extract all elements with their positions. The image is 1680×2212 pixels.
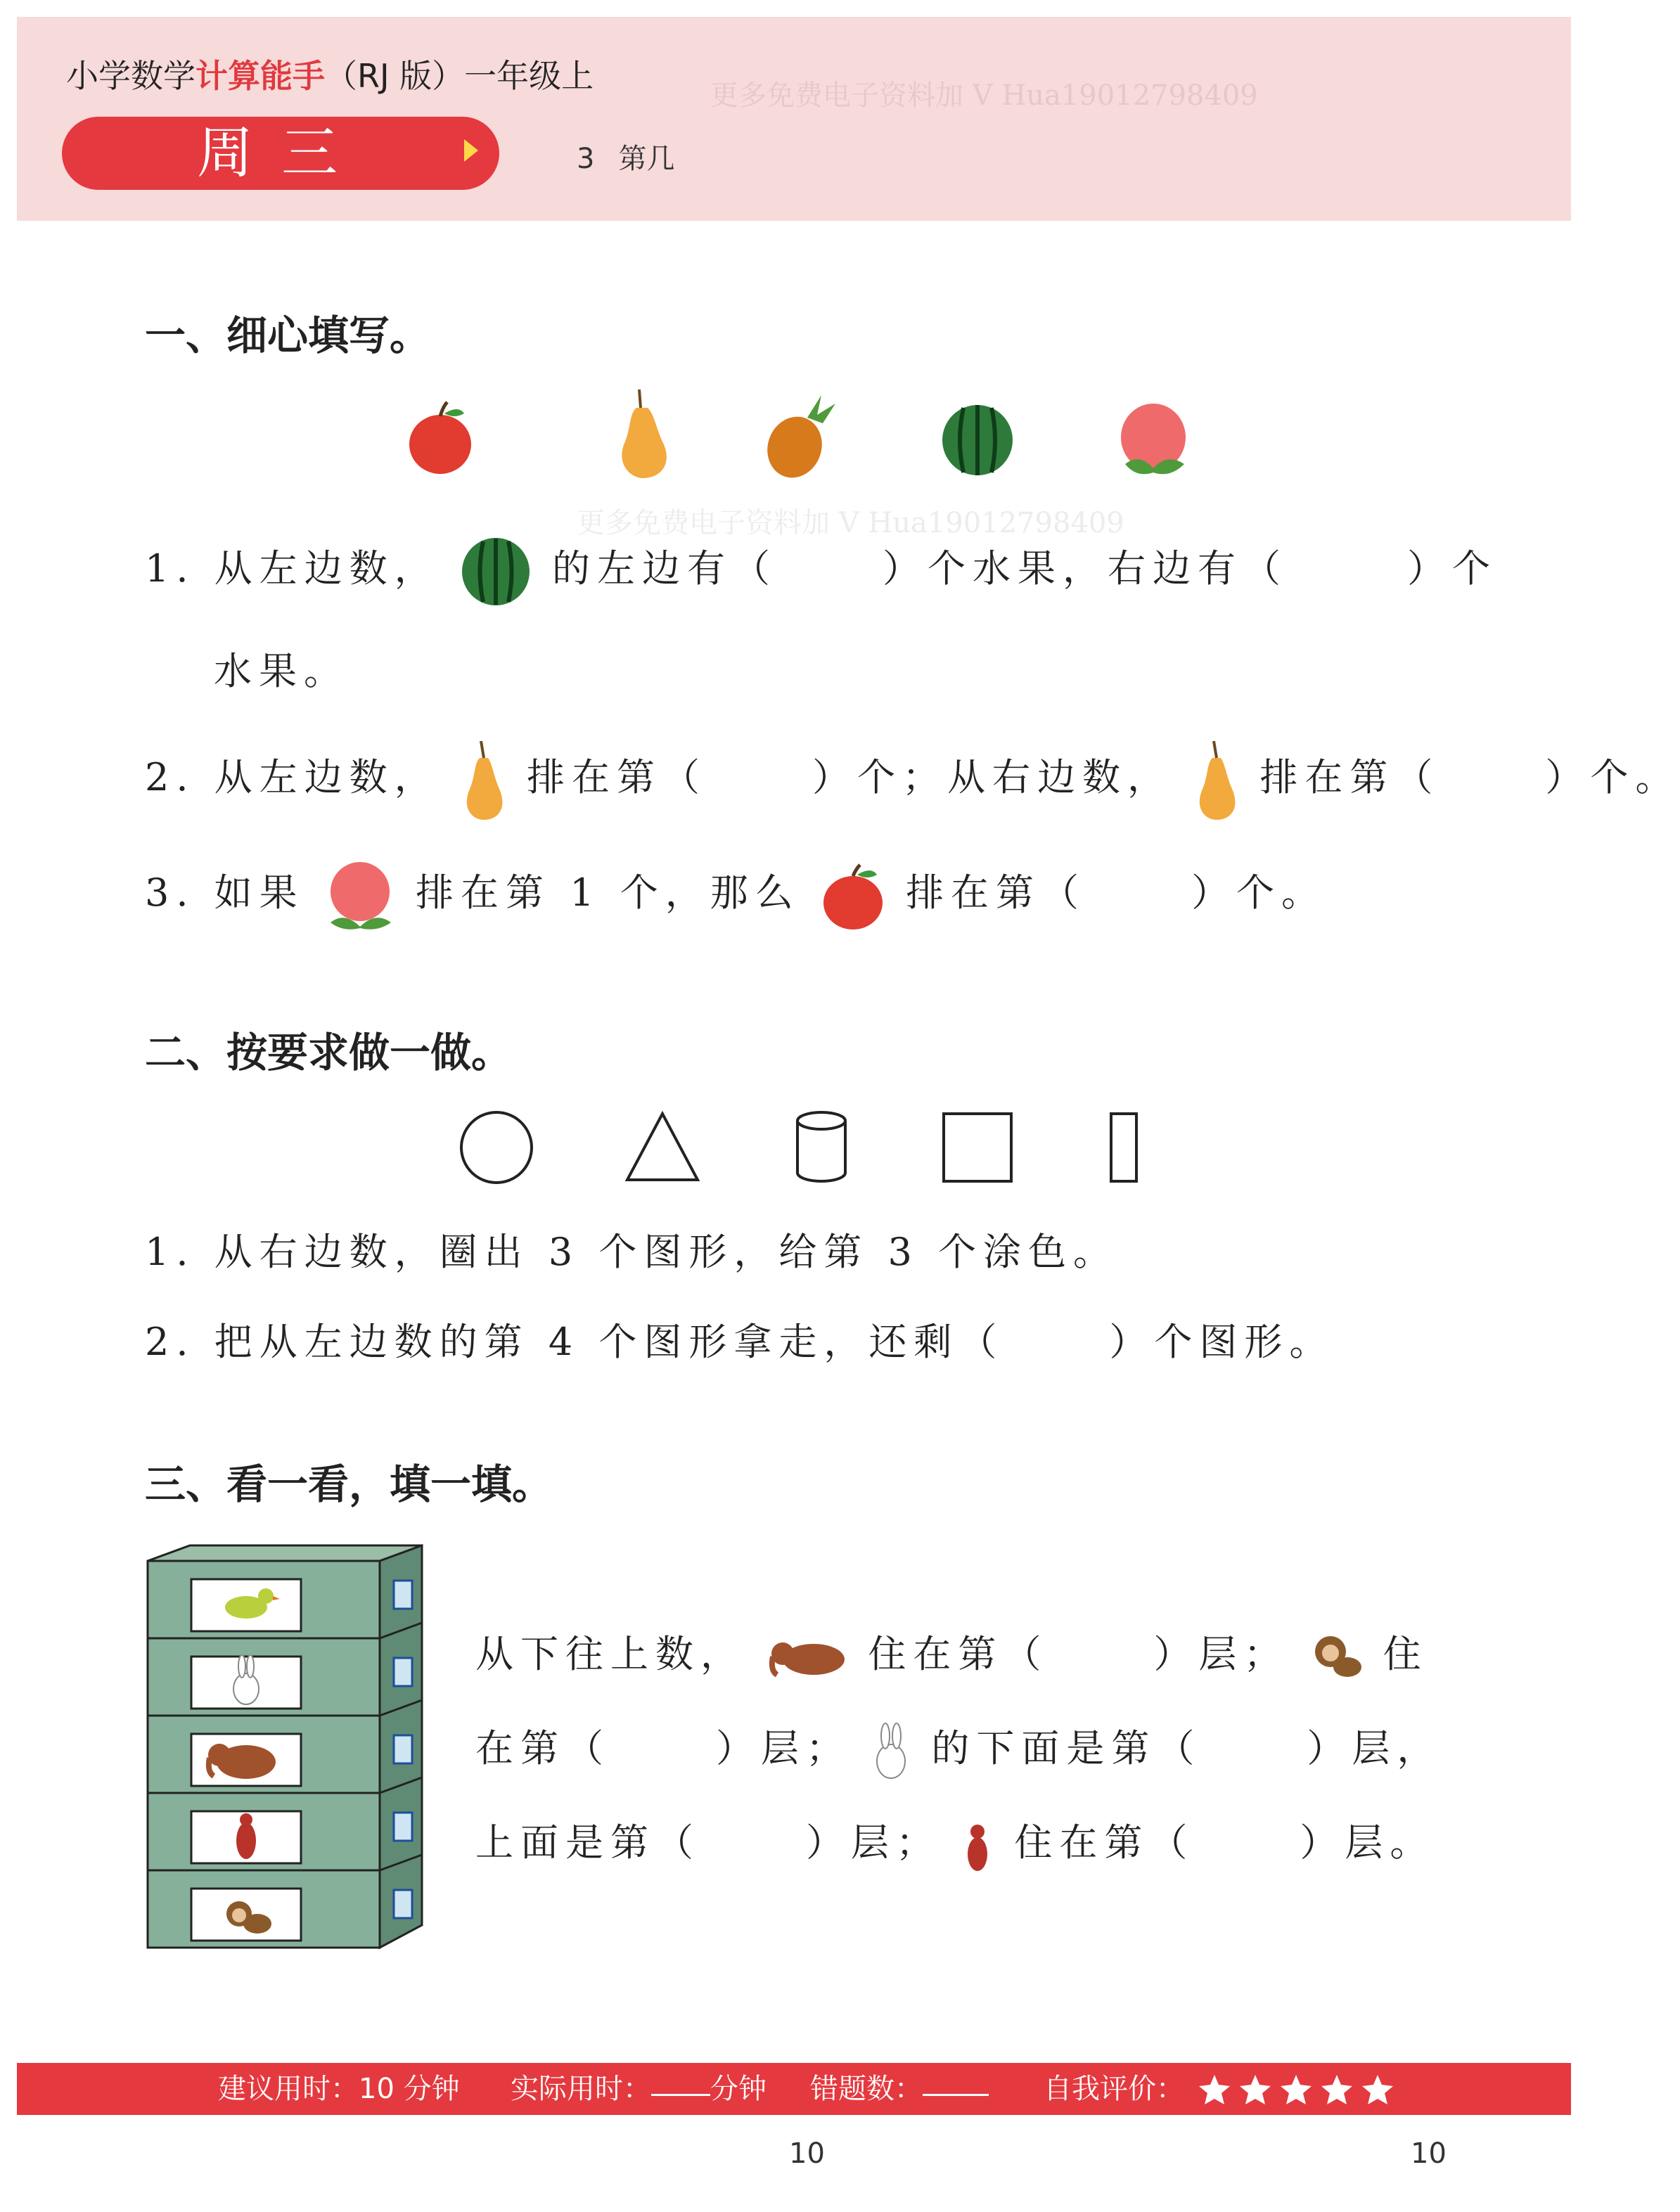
flower-star-icon[interactable] [1362, 2075, 1393, 2104]
actual-time-blank[interactable] [651, 2063, 710, 2096]
q3-text-c: 排在第（ [906, 870, 1086, 915]
lesson-name: 第几 [618, 143, 675, 175]
q1-text-d: ）个 [1407, 546, 1498, 591]
question-1-2 [145, 738, 1680, 823]
q2-text-d: 排在第（ [1259, 755, 1440, 799]
watermelon-icon [942, 405, 1013, 475]
peach-icon [323, 859, 397, 932]
q3-l3-d: ）层。 [1300, 1820, 1435, 1865]
actual-time-unit: 分钟 [710, 2073, 767, 2105]
circle-shape [461, 1112, 532, 1183]
question-3-line-3 [475, 1813, 1435, 1874]
q3-l2-b: ）层； [716, 1726, 851, 1770]
actual-time-label: 实际用时： [511, 2073, 651, 2105]
question-3-line-2 [475, 1718, 1442, 1781]
q2-text-a: 2. 从左边数， [145, 755, 440, 799]
apple-icon [819, 861, 887, 931]
self-evaluation [1044, 2063, 1404, 2115]
q3-l1-a: 从下往上数， [475, 1632, 745, 1676]
q2-2-text-a: 2. 把从左边数的第 4 个图形拿走，还剩（ [145, 1320, 1004, 1364]
watermark: 更多免费电子资料加 V Hua19012798409 [710, 79, 1258, 112]
question-2-1: 1. 从右边数，圈出 3 个图形，给第 3 个涂色。 [145, 1230, 1119, 1274]
q2-text-e: ）个。 [1545, 755, 1680, 799]
watermelon-icon [459, 534, 533, 609]
shape-row [450, 1104, 1153, 1188]
lesson-title [577, 136, 674, 176]
rabbit-icon [870, 1722, 912, 1781]
q1-text-b: 的左边有（ [552, 546, 778, 591]
rectangle-shape [1111, 1114, 1136, 1181]
section-1-title: 一、细心填写。 [145, 311, 431, 359]
series-name: 小学数学 [66, 57, 195, 95]
section-3-title: 三、看一看，填一填。 [145, 1460, 553, 1508]
square-shape [944, 1114, 1011, 1181]
question-3-line-1 [475, 1624, 1428, 1685]
pear-icon [1191, 738, 1240, 823]
q1-text-c: ）个水果，右边有（ [883, 546, 1288, 591]
q3-l3-c: 住在第（ [1014, 1820, 1195, 1865]
pear-icon [459, 738, 508, 823]
q2-text-c: ）个；从右边数， [812, 755, 1173, 799]
question-1-1-cont: 水果。 [214, 649, 349, 693]
q2-2-text-b: ）个图形。 [1109, 1320, 1335, 1364]
day-label: 周三 [197, 120, 366, 186]
watermark-2: 更多免费电子资料加 V Hua19012798409 [577, 507, 1124, 539]
section-2-title: 二、按要求做一做。 [145, 1029, 513, 1076]
apple-icon [409, 402, 471, 474]
elephant-icon [764, 1633, 849, 1682]
pineapple-icon [759, 395, 835, 485]
question-2-2 [145, 1312, 1334, 1366]
q3-l1-c: ）层； [1153, 1632, 1289, 1676]
q3-l2-c: 的下面是第（ [931, 1726, 1202, 1770]
error-count [810, 2063, 989, 2115]
grade-label: （RJ 版）一年级上 [325, 57, 594, 95]
q3-l1-d: 住 [1383, 1632, 1428, 1676]
triangle-shape [627, 1114, 698, 1180]
q3-l3-a: 上面是第（ [475, 1820, 700, 1865]
question-1-3 [145, 859, 1326, 932]
q2-text-b: 排在第（ [527, 755, 707, 799]
error-count-blank[interactable] [923, 2063, 989, 2096]
q3-text-a: 3. 如果 [145, 870, 304, 915]
flower-star-icon[interactable] [1321, 2075, 1352, 2104]
series-highlight: 计算能手 [195, 57, 325, 95]
rooster-icon [960, 1818, 995, 1874]
q1-text-a: 1. 从左边数， [145, 546, 440, 591]
page-number-center: 10 [789, 2137, 825, 2170]
banner-arrow-icon [464, 139, 478, 162]
lesson-number: 3 [577, 143, 595, 175]
flower-star-icon[interactable] [1199, 2075, 1230, 2104]
flower-star-icon[interactable] [1240, 2075, 1271, 2104]
fruit-row [394, 385, 1210, 484]
book-title [66, 51, 594, 97]
suggested-time: 建议用时：10 分钟 [218, 2073, 460, 2105]
q3-text-b: 排在第 1 个，那么 [416, 870, 800, 915]
flower-star-icon[interactable] [1281, 2075, 1312, 2104]
rating-stars[interactable] [1193, 2069, 1404, 2111]
pear-icon [622, 390, 667, 478]
page-number-right: 10 [1411, 2137, 1447, 2170]
question-1-1 [145, 534, 1497, 609]
q3-l1-b: 住在第（ [868, 1632, 1049, 1676]
monkey-icon [1308, 1629, 1364, 1685]
q3-l2-a: 在第（ [475, 1726, 610, 1770]
q3-l2-d: ）层， [1307, 1726, 1442, 1770]
error-count-label: 错题数： [810, 2073, 923, 2105]
q3-l3-b: ）层； [806, 1820, 941, 1865]
self-eval-label: 自我评价： [1044, 2073, 1184, 2105]
peach-icon [1121, 404, 1186, 474]
q3-text-d: ）个。 [1191, 870, 1327, 915]
actual-time [511, 2063, 767, 2115]
cylinder-shape [797, 1112, 845, 1181]
building [141, 1540, 429, 1962]
